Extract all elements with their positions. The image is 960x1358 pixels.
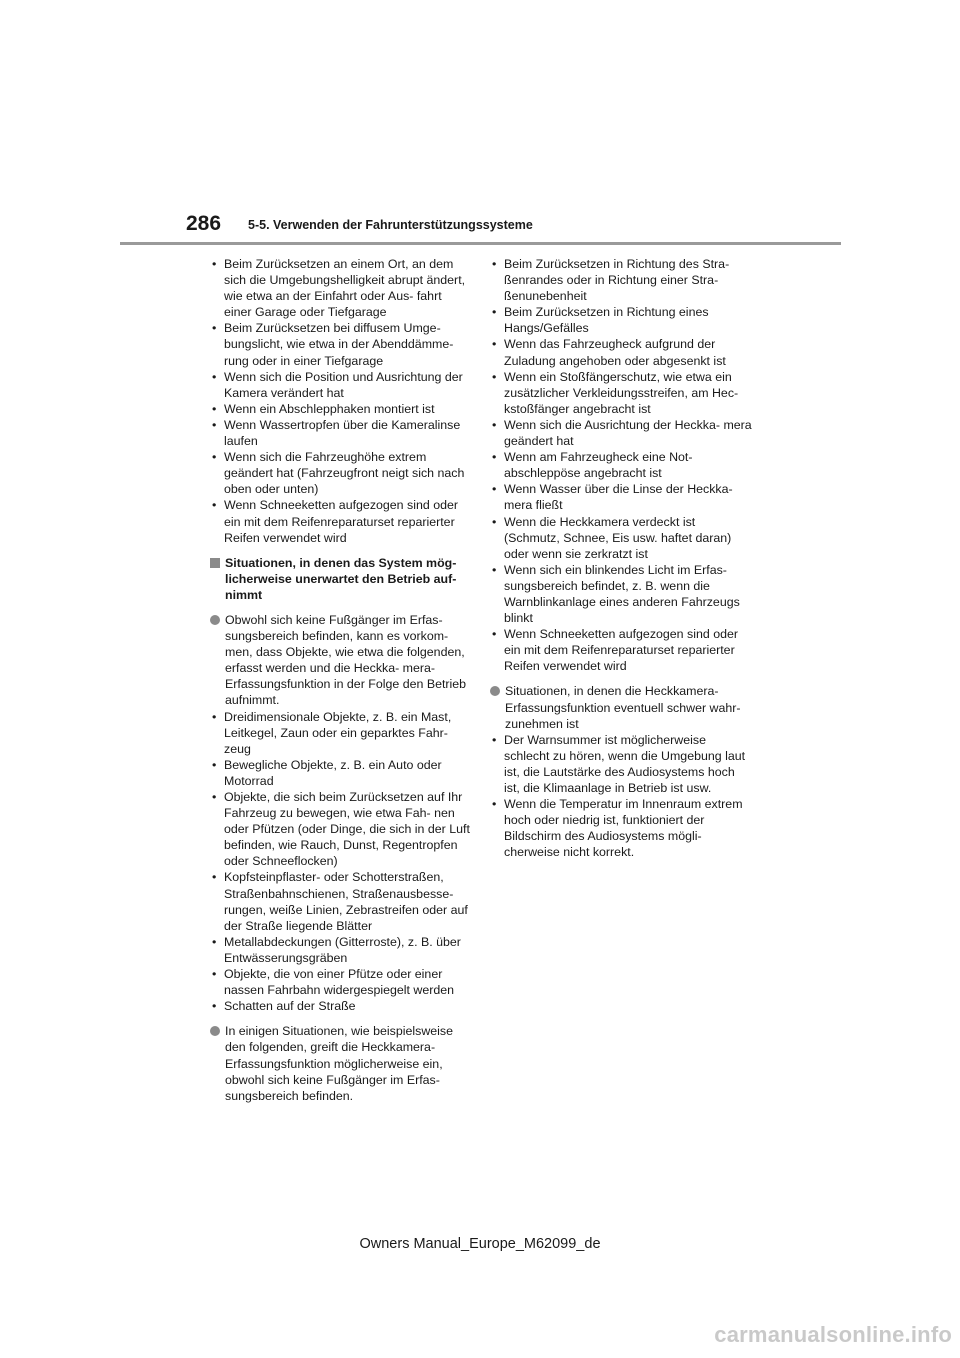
note-bullet-list [490, 732, 752, 861]
list-item: • Beim Zurücksetzen bei diffusem Umge- bungslicht, wie etwa in der Abenddämme- rung oder in einer Tiefgarage [210, 320, 472, 368]
list-item: • Schatten auf der Straße [210, 998, 472, 1014]
list-item: • Wenn Wasser über die Linse der Heckka- mera fließt [490, 481, 752, 513]
list-item: • Wenn Schneeketten aufgezogen sind oder ein mit dem Reifenreparaturset reparierter Reifen verwendet wird [210, 497, 472, 545]
list-item: • Objekte, die von einer Pfütze oder einer nassen Fahrbahn widergespiegelt werden [210, 966, 472, 998]
note-text: In einigen Situationen, wie beispielsweise den folgenden, greift die Heckkamera- Erfassungsfunktion möglicherweise ein, obwohl sich keine Fußgänger im Erfas- sungsbereich befinden. [225, 1024, 453, 1103]
header-rule [120, 242, 841, 245]
list-item: • Wenn das Fahrzeugheck aufgrund der Zuladung angehoben oder abgesenkt ist [490, 336, 752, 368]
section-heading [210, 555, 472, 603]
list-item: • Wenn ein Stoßfängerschutz, wie etwa ein zusätzlicher Verkleidungsstreifen, am Hec- kstoßfänger angebracht ist [490, 369, 752, 417]
list-item: • Wenn die Temperatur im Innenraum extrem hoch oder niedrig ist, funktioniert der Bildschirm des Audiosystems mögli- cherweise nicht korrekt. [490, 796, 752, 860]
note-text: Situationen, in denen die Heckkamera- Erfassungsfunktion eventuell schwer wahr- zunehmen ist [505, 684, 741, 731]
note-block [210, 612, 472, 1014]
list-item: • Beim Zurücksetzen an einem Ort, an dem sich die Umgebungshelligkeit abrupt ändert, wie etwa an der Einfahrt oder Aus- fahrt einer Garage oder Tiefgarage [210, 256, 472, 320]
circle-bullet-icon [210, 615, 220, 625]
list-item: • Wenn die Heckkamera verdeckt ist (Schmutz, Schnee, Eis usw. haftet daran) oder wenn sie zerkratzt ist [490, 514, 752, 562]
left-column [210, 256, 472, 1104]
list-item: • Beim Zurücksetzen in Richtung des Stra- ßenrandes oder in Richtung einer Stra- ßenunebenheit [490, 256, 752, 304]
list-item: • Beim Zurücksetzen in Richtung eines Hangs/Gefälles [490, 304, 752, 336]
list-item: • Wenn sich die Fahrzeughöhe extrem geändert hat (Fahrzeugfront neigt sich nach oben oder unten) [210, 449, 472, 497]
right-column [490, 256, 752, 860]
list-item: • Wenn ein Abschlepphaken montiert ist [210, 401, 472, 417]
list-item: • Wenn am Fahrzeugheck eine Not- abschleppöse angebracht ist [490, 449, 752, 481]
note-text: Obwohl sich keine Fußgänger im Erfas- sungsbereich befinden, kann es vorkom- men, dass Objekte, wie etwa die folgenden, erfasst werden und die Heckka- mera-Erfassungsfunktion in der Folge den Betrieb aufnimmt. [225, 612, 467, 708]
intro-bullet-list [210, 256, 472, 546]
list-item: • Objekte, die sich beim Zurücksetzen auf Ihr Fahrzeug zu bewegen, wie etwa Fah- nen oder Pfützen (oder Dinge, die sich in der Luft befinden, wie Rauch, Dunst, Regentropfen oder Schneeflocken) [210, 789, 472, 869]
note-block [210, 1023, 472, 1103]
circle-bullet-icon [210, 1026, 220, 1036]
footer-manual-id: Owners Manual_Europe_M62099_de [359, 1236, 601, 1252]
list-item: • Wenn Schneeketten aufgezogen sind oder ein mit dem Reifenreparaturset reparierter Reifen verwendet wird [490, 626, 752, 674]
circle-bullet-icon [490, 686, 500, 696]
list-item: • Metallabdeckungen (Gitterroste), z. B. über Entwässerungsgräben [210, 934, 472, 966]
list-item: • Bewegliche Objekte, z. B. ein Auto oder Motorrad [210, 757, 472, 789]
list-item: • Dreidimensionale Objekte, z. B. ein Mast, Leitkegel, Zaun oder ein geparktes Fahr- zeug [210, 709, 472, 757]
note-block [490, 683, 752, 860]
watermark: carmanualsonline.info [714, 1322, 952, 1347]
page-number: 286 [186, 212, 222, 235]
section-heading-text: Situationen, in denen das System mög- licherweise unerwartet den Betrieb auf- nimmt [225, 555, 457, 602]
list-item: • Wenn sich die Position und Ausrichtung der Kamera verändert hat [210, 369, 472, 401]
list-item: • Wenn sich ein blinkendes Licht im Erfas- sungsbereich befindet, z. B. wenn die Warnblinkanlage eines anderen Fahrzeugs blinkt [490, 562, 752, 626]
section-title: 5-5. Verwenden der Fahrunterstützungssysteme [248, 218, 533, 232]
note-bullet-list [210, 709, 472, 1015]
list-item: • Der Warnsummer ist möglicherweise schlecht zu hören, wenn die Umgebung laut ist, die Lautstärke des Audiosystems hoch ist, die Klimaanlage in Betrieb ist usw. [490, 732, 752, 796]
list-item: • Kopfsteinpflaster- oder Schotterstraßen, Straßenbahnschienen, Straßenausbesse- rungen, weiße Linien, Zebrastreifen oder auf der Straße liegende Blätter [210, 869, 472, 933]
square-bullet-icon [210, 558, 220, 568]
list-item: • Wenn sich die Ausrichtung der Heckka- mera geändert hat [490, 417, 752, 449]
list-item: • Wenn Wassertropfen über die Kameralinse laufen [210, 417, 472, 449]
right-bullet-list [490, 256, 752, 674]
